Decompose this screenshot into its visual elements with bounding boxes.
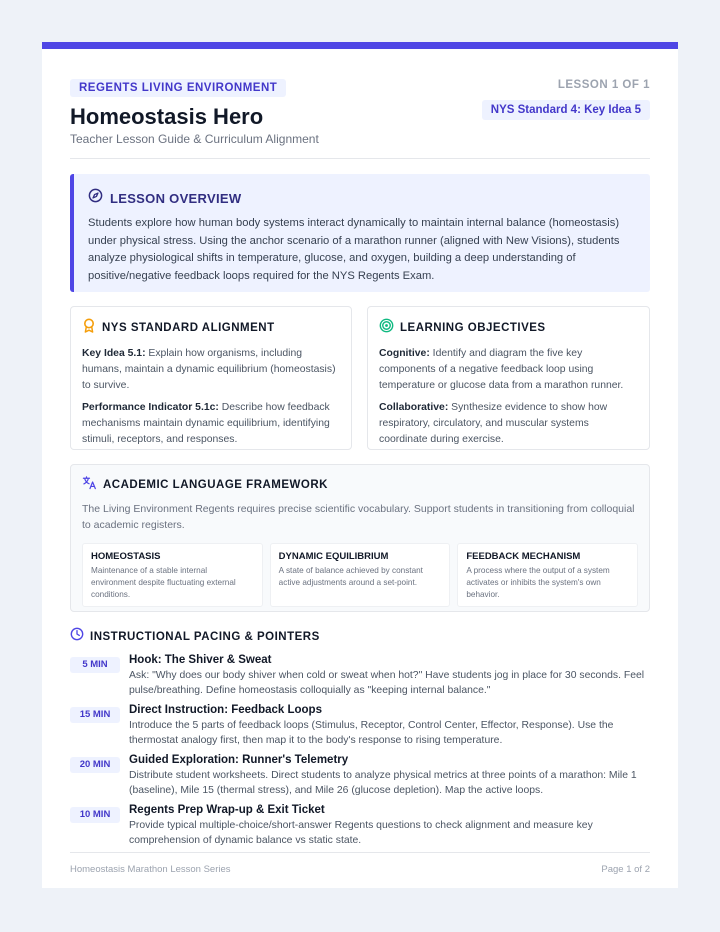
footer-series: Homeostasis Marathon Lesson Series bbox=[70, 864, 231, 875]
pacing-step bbox=[70, 704, 650, 748]
page-number: Page 1 of 2 bbox=[601, 864, 650, 875]
language-framework-intro: The Living Environment Regents requires precise scientific vocabulary. Support students in transitioning from colloquial to academic registers. bbox=[82, 503, 635, 531]
cognitive-objective: Cognitive: Identify and diagram the five key components of a negative feedback loop using temperature or glucose data from a marathon runner. bbox=[379, 348, 624, 391]
time-badge: 20 MIN bbox=[70, 757, 120, 773]
performance-indicator-item: Performance Indicator 5.1c: Describe how feedback mechanisms maintain dynamic equilibrium, identifying stimuli, receptors, and responses. bbox=[82, 402, 330, 445]
standard-badge: NYS Standard 4: Key Idea 5 bbox=[482, 100, 650, 120]
step-text: Ask: "Why does our body shiver when cold or sweat when hot?" Have students jog in place for 30 seconds. Feel pulse/breathing. Define homeostasis colloquially as "keeping internal balance." bbox=[129, 670, 645, 696]
pacing-step bbox=[70, 654, 650, 698]
lesson-overview bbox=[70, 174, 650, 292]
term-card bbox=[457, 543, 638, 607]
time-badge: 15 MIN bbox=[70, 707, 120, 723]
accent-bar bbox=[42, 42, 678, 49]
step-title: Regents Prep Wrap-up & Exit Ticket bbox=[129, 804, 325, 816]
pacing-step bbox=[70, 804, 650, 848]
page-subtitle: Teacher Lesson Guide & Curriculum Alignment bbox=[70, 132, 319, 146]
term-definition: Maintenance of a stable internal environment despite fluctuating external conditions. bbox=[91, 566, 236, 599]
term-name: HOMEOSTASIS bbox=[91, 551, 161, 562]
lesson-number: LESSON 1 OF 1 bbox=[557, 79, 650, 91]
step-text: Introduce the 5 parts of feedback loops (Stimulus, Receptor, Control Center, Effector, Response). Use the thermostat analogy first, then map it to the body's response to rising temperature. bbox=[129, 720, 614, 746]
page-title: Homeostasis Hero bbox=[70, 104, 264, 129]
term-definition: A state of balance achieved by constant active adjustments around a set-point. bbox=[278, 566, 423, 587]
standard-alignment-title: NYS STANDARD ALIGNMENT bbox=[102, 322, 275, 334]
lesson-page bbox=[42, 42, 678, 888]
step-title: Hook: The Shiver & Sweat bbox=[129, 654, 272, 666]
vocabulary-terms bbox=[82, 543, 638, 607]
clock-icon bbox=[70, 627, 84, 646]
key-idea-item: Key Idea 5.1: Explain how organisms, including humans, maintain a dynamic equilibrium (homeostasis) to survive. bbox=[82, 348, 336, 391]
term-name: DYNAMIC EQUILIBRIUM bbox=[278, 551, 389, 562]
time-badge: 10 MIN bbox=[70, 807, 120, 823]
translate-icon bbox=[82, 475, 97, 495]
page-footer bbox=[70, 852, 650, 875]
step-title: Guided Exploration: Runner's Telemetry bbox=[129, 754, 349, 766]
compass-icon bbox=[88, 188, 103, 208]
term-name: FEEDBACK MECHANISM bbox=[466, 551, 581, 562]
step-text: Distribute student worksheets. Direct students to analyze physical metrics at three points of a marathon: Mile 1 (baseline), Mile 15 (thermal stress), and Mile 26 (glucose depletion). Map the active loops. bbox=[129, 770, 637, 796]
academic-language-framework bbox=[70, 464, 650, 612]
term-card bbox=[270, 543, 451, 607]
learning-objectives-title: LEARNING OBJECTIVES bbox=[400, 322, 546, 334]
overview-text: Students explore how human body systems interact dynamically to maintain internal balance (homeostasis) under physical stress. Using the anchor scenario of a marathon runner (aligned with New Visions), students analyze physiological shifts in temperature, glucose, and oxygen, building a deep understanding of positive/negative feedback loops required for the NYS Regents Exam. bbox=[88, 217, 620, 282]
collaborative-objective: Collaborative: Synthesize evidence to show how respiratory, circulatory, and muscular systems coordinate during exercise. bbox=[379, 402, 608, 445]
term-definition: A process where the output of a system activates or inhibits the system's own behavior. bbox=[466, 566, 610, 599]
step-title: Direct Instruction: Feedback Loops bbox=[129, 704, 322, 716]
step-text: Provide typical multiple-choice/short-answer Regents questions to check alignment and measure key comprehension of dynamic balance vs static state. bbox=[129, 820, 593, 846]
subject-badge: REGENTS LIVING ENVIRONMENT bbox=[70, 79, 286, 97]
term-card bbox=[82, 543, 263, 607]
language-framework-title: ACADEMIC LANGUAGE FRAMEWORK bbox=[103, 479, 328, 491]
learning-objectives-card bbox=[367, 306, 650, 450]
standard-alignment-card bbox=[70, 306, 352, 450]
pacing-step bbox=[70, 754, 650, 798]
overview-title: LESSON OVERVIEW bbox=[110, 190, 242, 206]
instructional-pacing bbox=[70, 627, 650, 854]
target-icon bbox=[379, 318, 394, 338]
time-badge: 5 MIN bbox=[70, 657, 120, 673]
page-header bbox=[70, 49, 650, 159]
pacing-title: INSTRUCTIONAL PACING & POINTERS bbox=[90, 630, 320, 643]
award-icon bbox=[82, 318, 96, 338]
